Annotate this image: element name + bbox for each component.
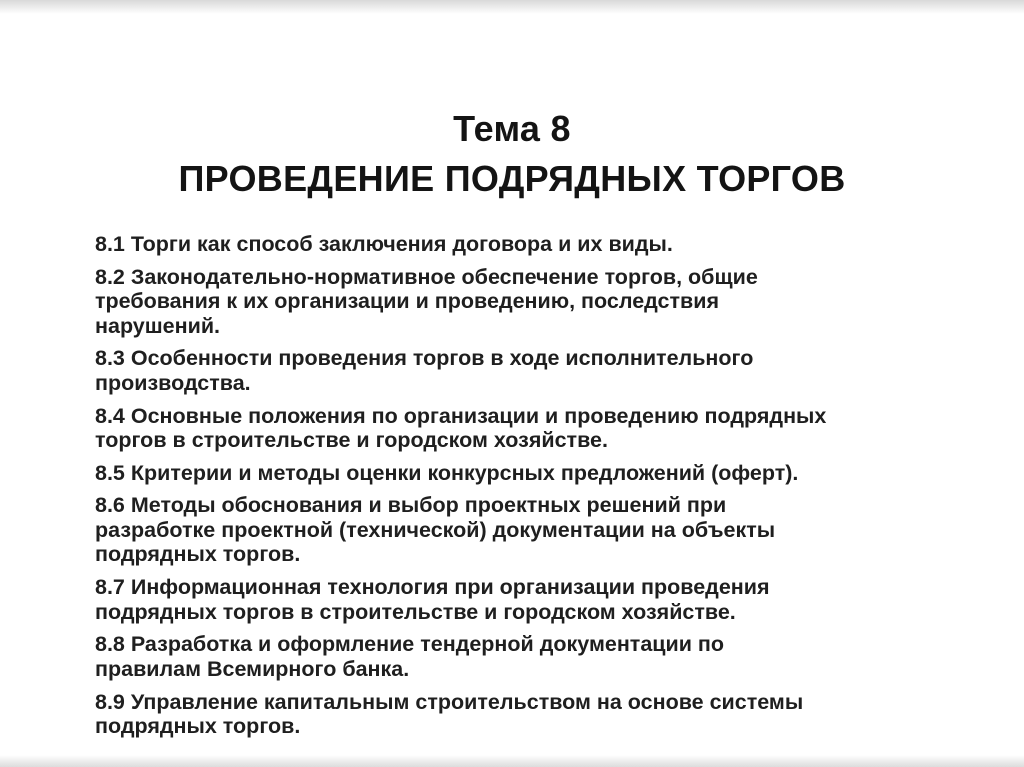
topic-line: 8.1 Торги как способ заключения договора и их виды. bbox=[95, 232, 673, 256]
slide-title bbox=[0, 104, 1024, 204]
topic-line: разработке проектной (технической) документации на объекты bbox=[95, 517, 776, 542]
topic-line: 8.3 Особенности проведения торгов в ходе исполнительного bbox=[95, 346, 754, 371]
topic-item-8-3 bbox=[95, 346, 985, 395]
topic-item-8-7 bbox=[95, 575, 985, 624]
top-edge-shadow bbox=[0, 0, 1024, 14]
topic-line: торгов в строительстве и городском хозяйстве. bbox=[95, 428, 608, 453]
topic-line: подрядных торгов. bbox=[95, 714, 301, 738]
topic-line: 8.9 Управление капитальным строительством на основе системы bbox=[95, 689, 804, 714]
topic-line: 8.5 Критерии и методы оценки конкурсных предложений (оферт). bbox=[95, 460, 799, 485]
topic-line: 8.7 Информационная технология при организации проведения bbox=[95, 575, 770, 600]
topic-line: нарушений. bbox=[95, 313, 221, 338]
topic-line: требования к их организации и проведению, последствия bbox=[95, 289, 720, 314]
topic-line: 8.4 Основные положения по организации и проведению подрядных bbox=[95, 403, 827, 428]
topic-item-8-8 bbox=[95, 632, 985, 681]
topic-line: подрядных торгов в строительстве и городском хозяйстве. bbox=[95, 599, 736, 624]
topic-line: производства. bbox=[95, 370, 251, 395]
topic-item-8-9 bbox=[95, 690, 985, 739]
topic-item-8-2 bbox=[95, 265, 985, 339]
topic-list bbox=[95, 232, 985, 747]
topic-item-8-6 bbox=[95, 493, 985, 567]
title-topic-number: Тема 8 bbox=[453, 108, 571, 149]
topic-line: правилам Всемирного банка. bbox=[95, 656, 410, 681]
topic-item-8-4 bbox=[95, 404, 985, 453]
title-topic-name: ПРОВЕДЕНИЕ ПОДРЯДНЫХ ТОРГОВ bbox=[178, 158, 846, 199]
bottom-edge-shadow bbox=[0, 755, 1024, 767]
topic-item-8-1 bbox=[95, 232, 985, 257]
topic-item-8-5 bbox=[95, 461, 985, 486]
topic-line: подрядных торгов. bbox=[95, 542, 301, 567]
topic-line: 8.8 Разработка и оформление тендерной документации по bbox=[95, 632, 725, 657]
topic-line: 8.2 Законодательно-нормативное обеспечение торгов, общие bbox=[95, 264, 758, 289]
topic-line: 8.6 Методы обоснования и выбор проектных решений при bbox=[95, 493, 727, 518]
